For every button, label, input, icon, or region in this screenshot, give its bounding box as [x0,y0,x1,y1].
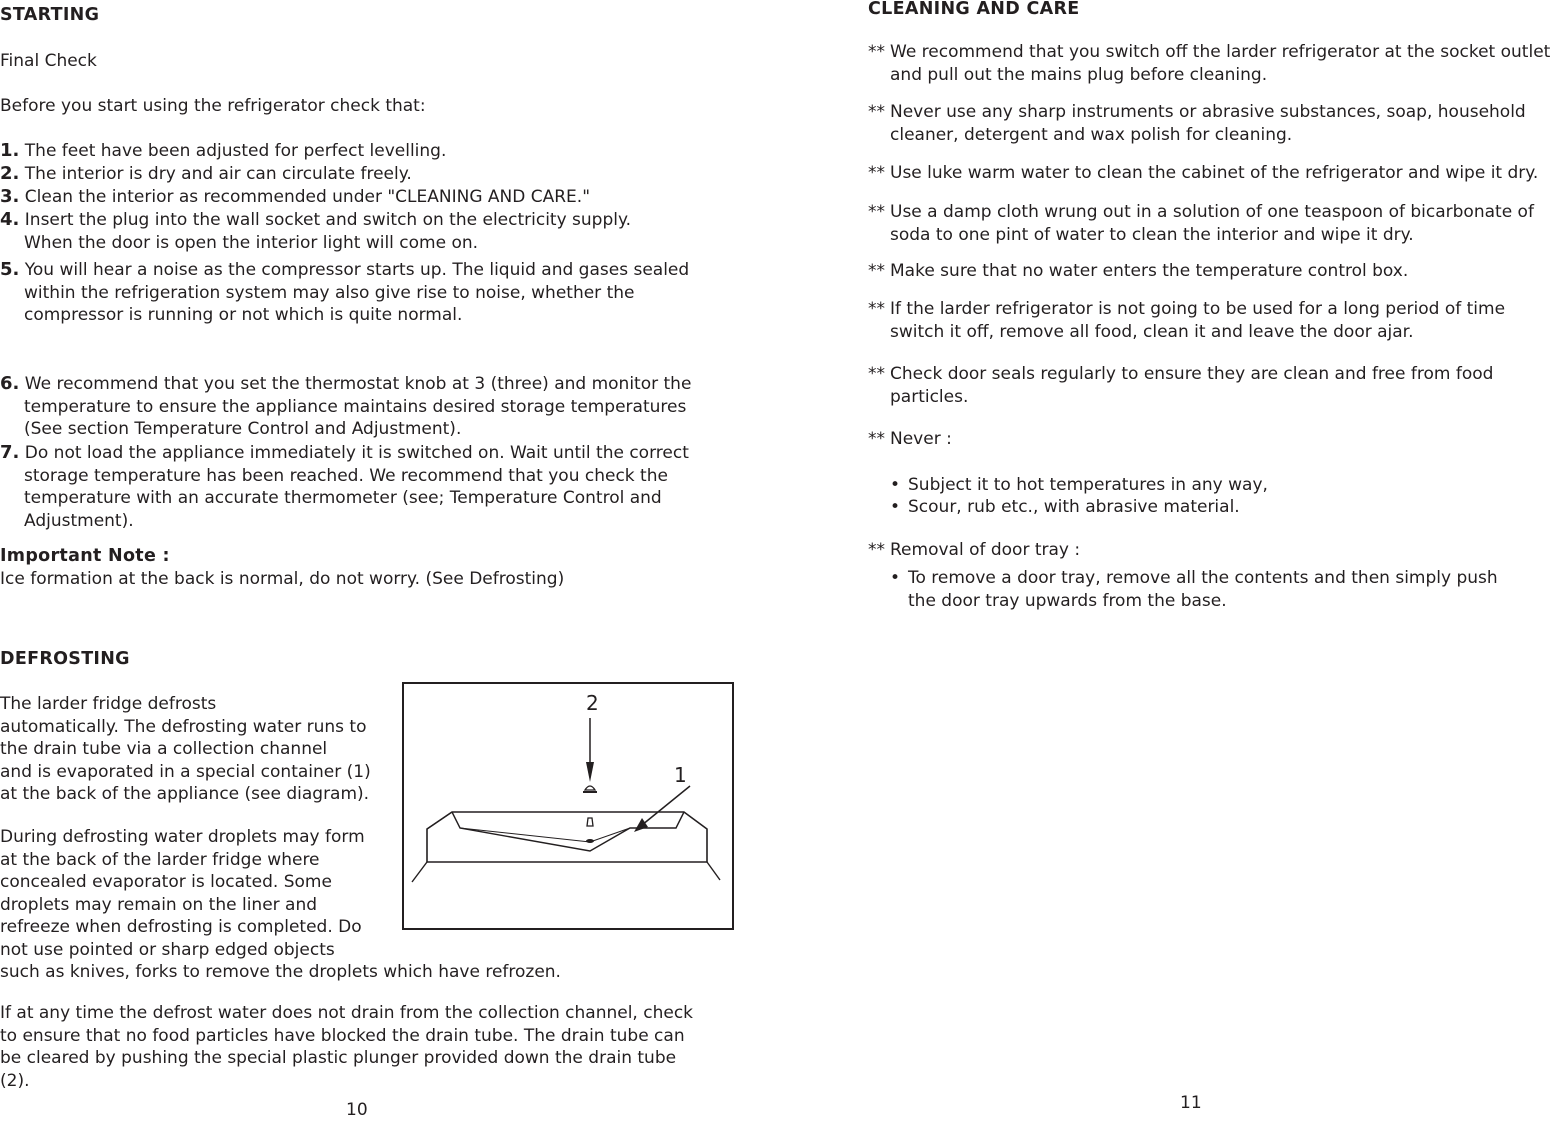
bullet-line: Check door seals regularly to ensure they are clean and free from food [890,364,1494,384]
important-note-text: Ice formation at the back is normal, do not worry. (See Defrosting) [0,569,565,589]
bullet-star: ** [868,429,885,449]
step-line: The interior is dry and air can circulate freely. [24,164,412,184]
defrost-line: refreeze when defrosting is completed. Do [0,917,362,937]
step-line: temperature with an accurate thermometer (see; Temperature Control and [24,488,662,508]
bullet-line: Never use any sharp instruments or abrasive substances, soap, household [890,102,1526,122]
diagram-label-2: 2 [586,691,599,715]
defrost-line: to ensure that no food particles have blocked the drain tube. The drain tube can [0,1025,685,1046]
diagram-label-1: 1 [674,763,687,787]
defrost-paragraph-1 [0,693,400,806]
cleaning-bullet-3 [868,162,1560,185]
step-5 [0,259,720,327]
bullet-line: cleaner, detergent and wax polish for cleaning. [890,124,1293,145]
bullet-star: ** [868,261,885,281]
defrost-line: During defrosting water droplets may form [0,827,365,847]
step-line: You will hear a noise as the compressor starts up. The liquid and gases sealed [24,260,690,280]
bullet-line: Use luke warm water to clean the cabinet of the refrigerator and wipe it dry. [890,163,1539,183]
removal-heading [868,539,1560,562]
never-line: Subject it to hot temperatures in any way, [908,475,1268,495]
removal-heading-text: Removal of door tray : [890,540,1081,560]
cleaning-bullet-4 [868,201,1560,246]
defrost-line: at the back of the appliance (see diagram). [0,784,370,804]
bullet-star: ** [868,364,885,384]
never-line: Scour, rub etc., with abrasive material. [908,497,1240,517]
step-number: 2. [0,163,20,184]
bullet-line: soda to one pint of water to clean the interior and wipe it dry. [890,224,1414,245]
bullet-dot: • [890,475,901,495]
cleaning-bullet-8 [868,428,1560,451]
page-number-right: 11 [1180,1093,1202,1113]
right-page [780,0,1560,1120]
step-line: compressor is running or not which is quite normal. [24,305,463,325]
bullet-star: ** [868,540,885,560]
final-check-subheading: Final Check [0,51,97,71]
step-number: 6. [0,373,20,394]
cleaning-bullet-2 [868,101,1560,146]
cleaning-bullet-7 [868,363,1560,408]
step-line: (See section Temperature Control and Adjustment). [24,419,462,439]
never-item-1 [890,474,1550,497]
defrost-paragraph-3 [0,1002,740,1092]
defrost-line: such as knives, forks to remove the droplets which have refrozen. [0,962,561,982]
step-line: Do not load the appliance immediately it is switched on. Wait until the correct [24,443,689,463]
bullet-line: We recommend that you switch off the larder refrigerator at the socket outlet [890,42,1551,62]
bullet-line: Make sure that no water enters the temperature control box. [890,261,1409,281]
step-line: temperature to ensure the appliance maintains desired storage temperatures [24,396,687,417]
bullet-dot: • [890,568,901,588]
left-page [0,0,780,1120]
bullet-line: Use a damp cloth wrung out in a solution of one teaspoon of bicarbonate of [890,202,1534,222]
defrost-line: If at any time the defrost water does not drain from the collection channel, check [0,1003,694,1023]
page-number-left: 10 [346,1100,368,1120]
removal-item-1 [890,567,1550,612]
step-line: We recommend that you set the thermostat knob at 3 (three) and monitor the [24,374,692,394]
defrost-line: droplets may remain on the liner and [0,894,318,915]
step-line: Insert the plug into the wall socket and switch on the electricity supply. [24,210,632,230]
cleaning-heading: CLEANING AND CARE [868,0,1080,19]
defrost-line: concealed evaporator is located. Some [0,872,332,892]
bullet-star: ** [868,163,885,183]
step-3 [0,186,720,209]
defrost-line: the drain tube via a collection channel [0,739,328,759]
cleaning-bullet-1 [868,41,1560,86]
bullet-star: ** [868,202,885,222]
defrosting-heading: DEFROSTING [0,649,130,669]
bullet-star: ** [868,299,885,319]
intro-text: Before you start using the refrigerator check that: [0,96,426,116]
defrost-line: not use pointed or sharp edged objects [0,939,335,960]
defrost-line: be cleared by pushing the special plastic plunger provided down the drain tube [0,1048,677,1068]
bullet-line: and pull out the mains plug before cleaning. [890,64,1268,85]
important-note-label: Important Note : [0,546,170,566]
step-line: When the door is open the interior light will come on. [24,232,479,253]
bullet-line: switch it off, remove all food, clean it and leave the door ajar. [890,321,1414,342]
step-1 [0,140,720,163]
removal-line: the door tray upwards from the base. [908,590,1227,611]
step-line: storage temperature has been reached. We recommend that you check the [24,465,668,486]
step-line: Adjustment). [24,510,134,531]
step-number: 1. [0,140,20,161]
cleaning-bullet-6 [868,298,1560,343]
defrost-diagram [402,682,734,930]
defrost-line: and is evaporated in a special container (1) [0,761,371,782]
step-line: within the refrigeration system may also give rise to noise, whether the [24,282,635,303]
step-number: 3. [0,186,20,207]
step-number: 7. [0,442,20,463]
drain-hole [586,839,594,843]
step-line: The feet have been adjusted for perfect levelling. [24,141,447,161]
bullet-dot: • [890,497,901,517]
step-6 [0,373,720,441]
step-number: 5. [0,259,20,280]
bullet-star: ** [868,42,885,62]
step-2 [0,163,720,186]
starting-heading: STARTING [0,5,100,25]
step-number: 4. [0,209,20,230]
step-7 [0,442,720,532]
diagram-frame [403,683,733,929]
removal-line: To remove a door tray, remove all the contents and then simply push [908,568,1498,588]
bullet-line: If the larder refrigerator is not going to be used for a long period of time [890,299,1506,319]
bullet-line: particles. [890,386,969,407]
cleaning-bullet-5 [868,260,1560,283]
defrost-line: at the back of the larder fridge where [0,849,320,870]
bullet-line: Never : [890,429,952,449]
step-4 [0,209,720,254]
never-item-2 [890,496,1550,519]
bullet-star: ** [868,102,885,122]
defrost-line: The larder fridge defrosts [0,694,217,714]
step-line: Clean the interior as recommended under "CLEANING AND CARE." [24,187,591,207]
defrost-line: (2). [0,1070,30,1091]
defrost-line: automatically. The defrosting water runs to [0,716,367,737]
